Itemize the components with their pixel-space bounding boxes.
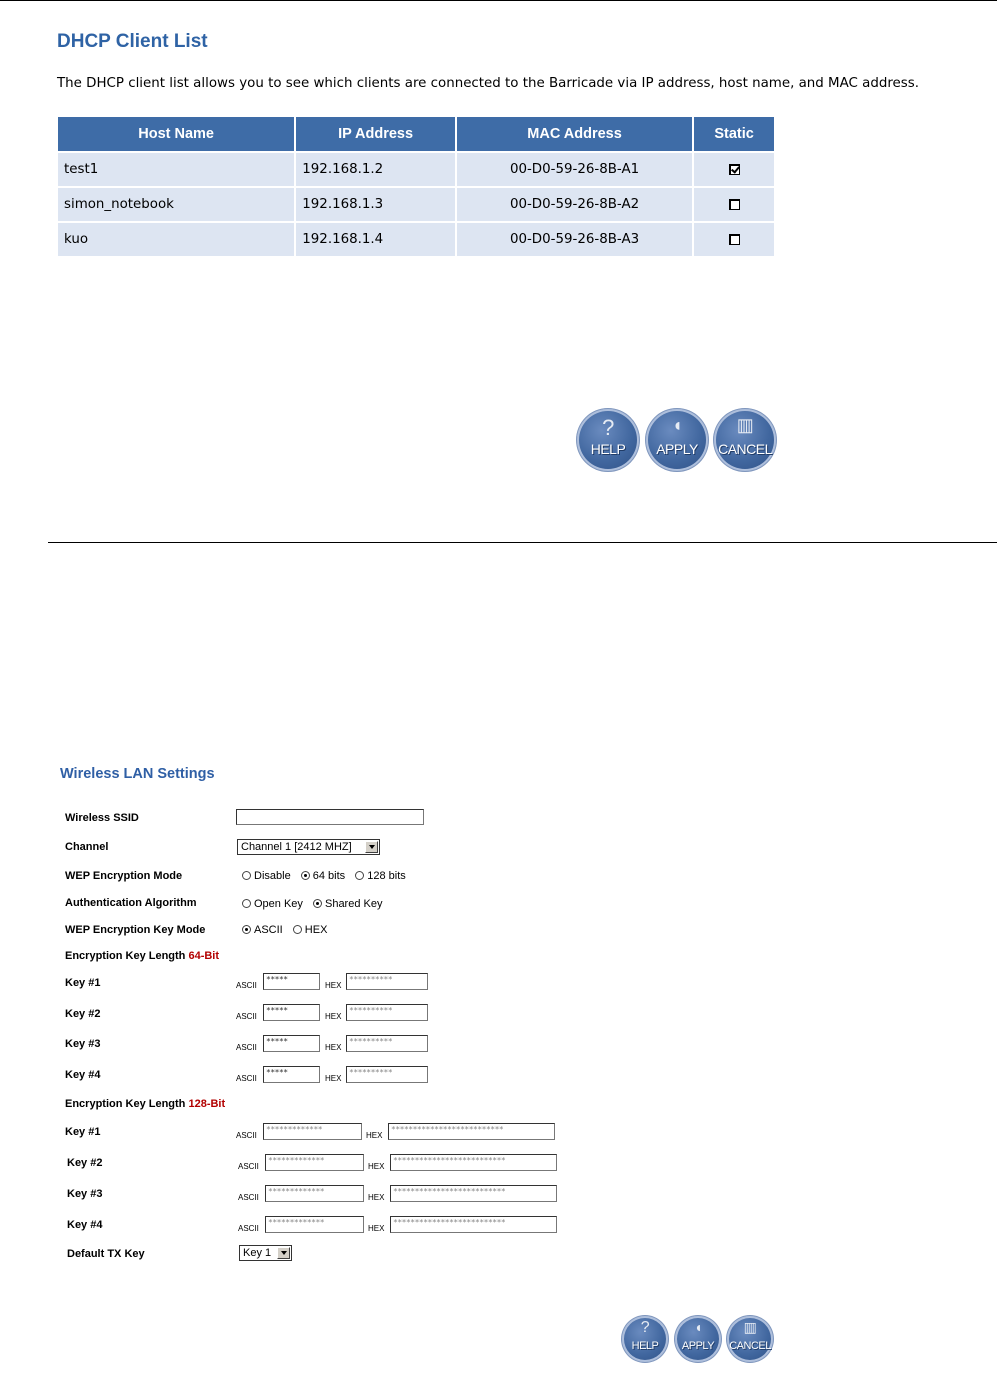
table-row <box>57 222 775 257</box>
mouse-icon: ◖ <box>671 415 683 435</box>
key64-2-hex-input[interactable]: ********** <box>346 1004 428 1021</box>
ip-address-cell: 192.168.1.2 <box>295 152 456 187</box>
ascii-label: ASCII <box>236 1131 257 1140</box>
top-divider <box>0 0 997 1</box>
channel-label: Channel <box>65 841 109 853</box>
radio-button[interactable] <box>355 871 364 880</box>
key128-1-label: Key #1 <box>65 1126 101 1138</box>
key64-1-label: Key #1 <box>65 977 101 989</box>
wep-mode-64-option[interactable]: 64 bits <box>301 870 345 882</box>
chevron-down-icon <box>277 1247 290 1259</box>
ascii-label: ASCII <box>238 1224 259 1233</box>
auth-radio-group <box>242 898 389 910</box>
dhcp-title: DHCP Client List <box>57 31 208 52</box>
key64-1-ascii-input[interactable]: ***** <box>263 973 320 990</box>
dhcp-cancel-button[interactable]: ▥ CANCEL <box>714 409 776 471</box>
trash-can-icon: ▥ <box>743 1319 757 1335</box>
dhcp-apply-button[interactable]: ◖ APPLY <box>646 409 708 471</box>
channel-select[interactable] <box>237 839 380 855</box>
table-row <box>57 187 775 222</box>
wep-mode-label: WEP Encryption Mode <box>65 870 183 882</box>
wep-mode-radio-group <box>242 870 413 882</box>
ssid-label: Wireless SSID <box>65 812 139 824</box>
ascii-label: ASCII <box>236 1043 257 1052</box>
static-checkbox[interactable] <box>729 164 740 175</box>
host-name-cell: test1 <box>57 152 295 187</box>
key128-1-hex-input[interactable]: ************************** <box>388 1123 555 1140</box>
key128-2-ascii-input[interactable]: ************* <box>265 1154 364 1171</box>
key-mode-label: WEP Encryption Key Mode <box>65 924 206 936</box>
radio-button[interactable] <box>242 925 251 934</box>
section-divider <box>48 542 997 543</box>
key-mode-ascii-option[interactable]: ASCII <box>242 924 283 936</box>
col-ip-address: IP Address <box>295 116 456 152</box>
dhcp-description: The DHCP client list allows you to see which clients are connected to the Barricade via IP address, host name, and MAC address. <box>57 76 919 91</box>
auth-algorithm-label: Authentication Algorithm <box>65 897 197 909</box>
dhcp-client-table <box>56 115 776 258</box>
radio-button[interactable] <box>242 871 251 880</box>
table-row <box>57 152 775 187</box>
key128-3-hex-input[interactable]: ************************** <box>390 1185 557 1202</box>
mac-address-cell: 00-D0-59-26-8B-A2 <box>456 187 693 222</box>
key64-4-hex-input[interactable]: ********** <box>346 1066 428 1083</box>
wep-mode-128-option[interactable]: 128 bits <box>355 870 406 882</box>
mouse-icon: ◖ <box>694 1319 702 1335</box>
radio-button[interactable] <box>242 899 251 908</box>
ascii-label: ASCII <box>236 1074 257 1083</box>
radio-button[interactable] <box>301 871 310 880</box>
hex-label: HEX <box>368 1162 385 1171</box>
host-name-cell: kuo <box>57 222 295 257</box>
key128-3-label: Key #3 <box>67 1188 103 1200</box>
key128-4-ascii-input[interactable]: ************* <box>265 1216 364 1233</box>
trash-can-icon: ▥ <box>736 415 754 435</box>
key128-3-ascii-input[interactable]: ************* <box>265 1185 364 1202</box>
key64-4-ascii-input[interactable]: ***** <box>263 1066 320 1083</box>
channel-select-value: Channel 1 [2412 MHZ] <box>241 841 352 853</box>
question-mark-icon: ? <box>602 415 614 440</box>
auth-shared-key-option[interactable]: Shared Key <box>313 898 382 910</box>
wep-mode-disable-option[interactable]: Disable <box>242 870 291 882</box>
key128-1-ascii-input[interactable]: ************* <box>263 1123 362 1140</box>
hex-label: HEX <box>368 1224 385 1233</box>
ascii-label: ASCII <box>236 981 257 990</box>
static-cell <box>693 187 775 222</box>
hex-label: HEX <box>325 1074 342 1083</box>
radio-button[interactable] <box>293 925 302 934</box>
radio-button[interactable] <box>313 899 322 908</box>
key64-4-label: Key #4 <box>65 1069 101 1081</box>
col-mac-address: MAC Address <box>456 116 693 152</box>
key64-3-ascii-input[interactable]: ***** <box>263 1035 320 1052</box>
key64-2-ascii-input[interactable]: ***** <box>263 1004 320 1021</box>
ascii-label: ASCII <box>238 1193 259 1202</box>
hex-label: HEX <box>366 1131 383 1140</box>
static-checkbox[interactable] <box>729 234 740 245</box>
static-cell <box>693 222 775 257</box>
default-tx-key-value: Key 1 <box>243 1247 272 1259</box>
key-length-128-heading: Encryption Key Length 128-Bit <box>65 1098 226 1110</box>
key-mode-radio-group <box>242 924 334 936</box>
hex-label: HEX <box>325 1043 342 1052</box>
mac-address-cell: 00-D0-59-26-8B-A3 <box>456 222 693 257</box>
question-mark-icon: ? <box>640 1319 650 1336</box>
key128-2-label: Key #2 <box>67 1157 103 1169</box>
ascii-label: ASCII <box>236 1012 257 1021</box>
key128-4-hex-input[interactable]: ************************** <box>390 1216 557 1233</box>
static-checkbox[interactable] <box>729 199 740 210</box>
host-name-cell: simon_notebook <box>57 187 295 222</box>
key64-1-hex-input[interactable]: ********** <box>346 973 428 990</box>
chevron-down-icon <box>365 841 378 853</box>
hex-label: HEX <box>325 981 342 990</box>
key64-3-label: Key #3 <box>65 1038 101 1050</box>
ip-address-cell: 192.168.1.4 <box>295 222 456 257</box>
auth-open-key-option[interactable]: Open Key <box>242 898 303 910</box>
wireless-cancel-button[interactable]: ▥ CANCEL <box>727 1316 773 1362</box>
key128-4-label: Key #4 <box>67 1219 103 1231</box>
wireless-apply-button[interactable]: ◖ APPLY <box>675 1316 721 1362</box>
hex-label: HEX <box>325 1012 342 1021</box>
static-cell <box>693 152 775 187</box>
default-tx-key-label: Default TX Key <box>67 1248 145 1260</box>
table-header-row <box>57 116 775 152</box>
wireless-help-button[interactable]: ? HELP <box>622 1316 668 1362</box>
key64-2-label: Key #2 <box>65 1008 101 1020</box>
ssid-input[interactable] <box>236 809 424 825</box>
col-host-name: Host Name <box>57 116 295 152</box>
key-length-64-heading: Encryption Key Length 64-Bit <box>65 950 220 962</box>
hex-label: HEX <box>368 1193 385 1202</box>
key128-2-hex-input[interactable]: ************************** <box>390 1154 557 1171</box>
col-static: Static <box>693 116 775 152</box>
key-mode-hex-option[interactable]: HEX <box>293 924 328 936</box>
dhcp-help-button[interactable]: ? HELP <box>577 409 639 471</box>
key64-3-hex-input[interactable]: ********** <box>346 1035 428 1052</box>
default-tx-key-select[interactable] <box>239 1245 292 1261</box>
wireless-title: Wireless LAN Settings <box>60 766 215 782</box>
ip-address-cell: 192.168.1.3 <box>295 187 456 222</box>
mac-address-cell: 00-D0-59-26-8B-A1 <box>456 152 693 187</box>
ascii-label: ASCII <box>238 1162 259 1171</box>
